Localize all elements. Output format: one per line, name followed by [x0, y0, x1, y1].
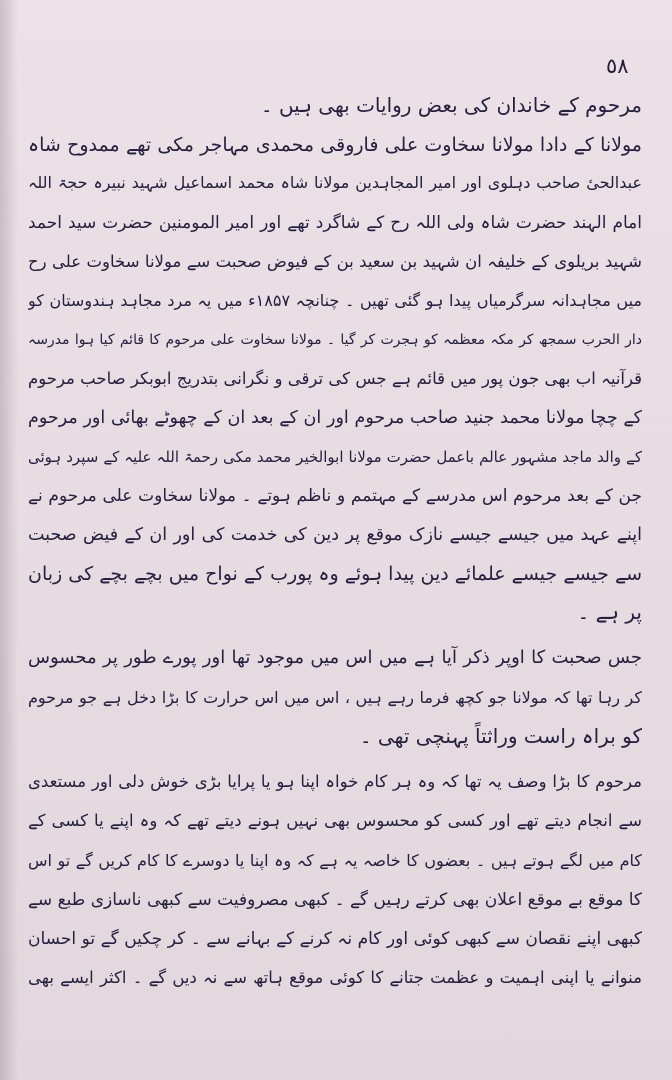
text-line: کبھی اپنے نقصان سے کبھی کوئی اور کام نہ کرنے کے بہانے سے ۔ کر چکیں گے تو احسان — [28, 929, 642, 949]
text-line: سے انجام دیتے تھے اور کسی کو محسوس بھی نہیں ہونے دیتے تھے کہ وہ اپنے یا کسی کے — [28, 811, 642, 830]
page-binding-shadow — [0, 0, 18, 1080]
text-line: جس صحبت کا اوپر ذکر آیا ہے میں اس میں موجود تھا اور پورے طور پر محسوس — [28, 647, 642, 668]
text-line: قرآنیہ اب بھی جون پور میں قائم ہے جس کی ترقی و نگرانی بتدریج ابوبکر صاحب مرحوم — [28, 369, 642, 388]
text-line: کے چچا مولانا محمد جنید صاحب مرحوم اور ان کے بعد ان کے چھوٹے بھائی اور مرحوم — [28, 408, 642, 428]
text-line: منوانے یا اپنی اہمیت و عظمت جتانے کا کوئی موقع ہاتھ سے نہ دیں گے ۔ اکثر ایسے بھی — [28, 968, 642, 987]
text-line: مرحوم کا بڑا وصف یہ تھا کہ وہ ہر کام خواہ اپنا ہو یا پرایا بڑی خوش دلی اور مستعدی — [28, 772, 642, 791]
text-line: کے والد ماجد مشہور عالم باعمل حضرت مولانا ابوالخیر محمد مکی رحمۃ اللہ علیہ کے سپرد ہوئی — [28, 448, 642, 466]
text-line: کا موقع بے موقع اعلان بھی کرتے رہیں گے ۔ کبھی مصروفیت سے کبھی ناسازی طبع سے — [28, 890, 642, 910]
text-line: کر رہا تھا کہ مولانا جو کچھ فرما رہے ہیں ، اس میں اس حرارت کا بڑا دخل ہے جو مرحوم — [28, 688, 642, 707]
text-line: مولانا کے دادا مولانا سخاوت علی فاروقی محمدی مہاجر مکی تھے ممدوح شاہ — [28, 134, 642, 156]
text-line: کام میں لگے ہوتے ہیں ۔ بعضوں کا خاصہ یہ ہے کہ وہ اپنا یا دوسرے کا کام کریں گے تو اس — [28, 851, 642, 870]
text-line: امام الہند حضرت شاہ ولی اللہ رح کے شاگرد تھے اور امیر المومنین حضرت سید احمد — [28, 213, 642, 233]
text-line: اپنے عہد میں جیسے جیسے نازک موقع پر دین کی خدمت کی اور ان کے فیض صحبت — [28, 525, 642, 545]
text-line: مرحوم کے خاندان کی بعض روایات بھی ہیں ۔ — [260, 93, 642, 117]
text-line: پر ہے ۔ — [577, 600, 642, 624]
text-line: دار الحرب سمجھ کر مکہ معظمہ کو ہجرت کر گیا ۔ مولانا سخاوت علی مرحوم کا قائم کیا ہوا مدرسہ — [28, 332, 642, 348]
text-line: عبدالحیٔ صاحب دہلوی اور امیر المجاہدین مولانا شاہ محمد اسماعیل شہید نبیرہ حجۃ اللہ — [28, 173, 642, 192]
text-line: میں مجاہدانہ سرگرمیاں پیدا ہو گئی تھیں ۔ چنانچہ ۱۸۵۷ء میں یہ مرد مجاہد ہندوستان کو — [28, 291, 642, 310]
text-line: سے جیسے جیسے علمائے دین پیدا ہوئے وہ پورب کے نواح میں بچے بچے کی زبان — [28, 563, 642, 585]
text-line: جن کے بعد مرحوم اس مدرسے کے مہتمم و ناظم ہوتے ۔ مولانا سخاوت علی مرحوم نے — [28, 486, 642, 506]
page-number: ٥٨ — [606, 54, 629, 78]
text-line: کو براہ راست وراثتاً پہنچی تھی ۔ — [359, 724, 642, 748]
text-line: شہید بریلوی کے خلیفہ ان شہید بن سعید بن کے فیوض صحبت سے مولانا سخاوت علی رح — [28, 252, 642, 271]
